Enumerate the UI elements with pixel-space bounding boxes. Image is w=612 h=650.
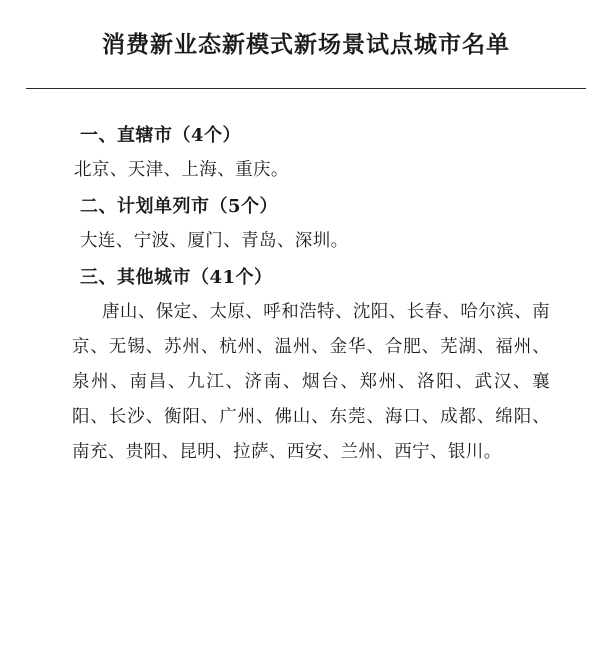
document-page [0,28,612,650]
section-content: 大连、宁波、厦门、青岛、深圳。 [80,231,349,251]
section-separately-planned-cities [72,190,550,259]
section-heading: 二、计划单列市（5个） [80,196,279,217]
section-heading: 三、其他城市（41个） [80,267,273,288]
section-heading: 一、直辖市（4个） [80,125,242,146]
section-municipalities [72,119,550,188]
title-divider [26,88,586,89]
page-title: 消费新业态新模式新场景试点城市名单 [102,31,510,58]
section-other-cities [72,261,550,470]
section-content: 北京、天津、上海、重庆。 [74,160,289,180]
document-body [0,119,612,470]
section-content: 唐山、保定、太原、呼和浩特、沈阳、长春、哈尔滨、南京、无锡、苏州、杭州、温州、金华、合肥、芜湖、福州、泉州、南昌、九江、济南、烟台、郑州、洛阳、武汉、襄阳、长沙、衡阳、广州、佛山、东莞、海口、成都、绵阳、南充、贵阳、昆明、拉萨、西安、兰州、西宁、银川。 [72,302,550,462]
